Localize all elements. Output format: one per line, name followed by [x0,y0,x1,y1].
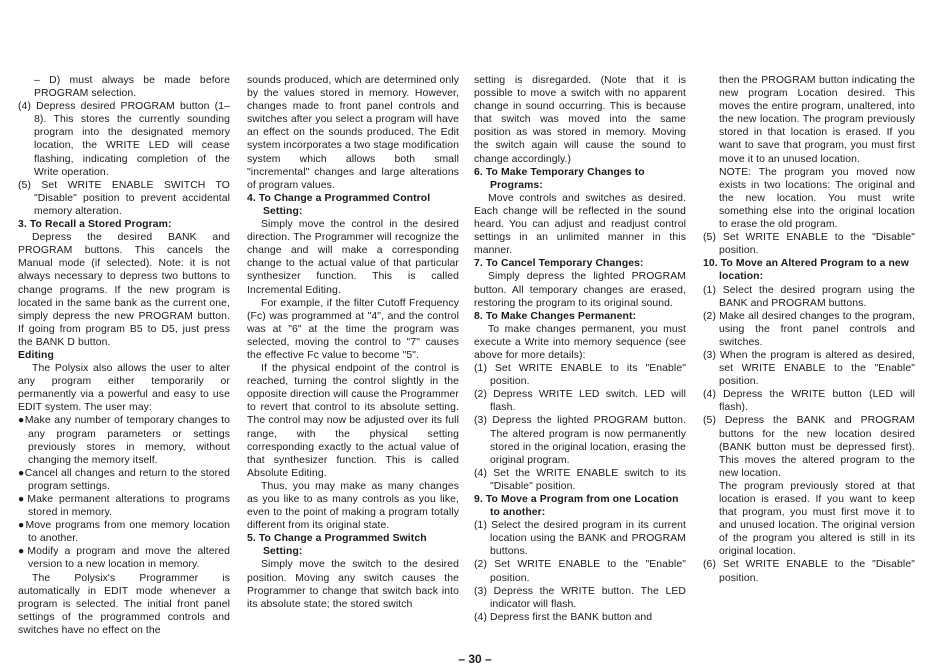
bullet-item: ●Modify a program and move the altered version to a new location in memory. [18,546,230,571]
step-item: (5) Set WRITE ENABLE SWITCH TO "Disable" position to prevent accidental memory alteration. [18,179,230,217]
paragraph: Move controls and switches as desired. Each change will be reflected in the sound heard. You can adjust and readjust control settings in an unlimited manner in this manner. [474,192,686,257]
paragraph: If the physical endpoint of the control is reached, turning the control slightly in the opposite direction will cause the Programmer to revert that control to its absolute setting. The control may now be adjusted over its full range, with the physical setting corresponding exactly to the actual value of that synthesizer function. This is called Absolute Editing. [247,363,459,479]
section-heading: 6. To Make Temporary Changes to Programs: [474,166,645,191]
bullet-item: ●Make any number of temporary changes to any program parameters or settings previously stores in memory, without changing the memory itself. [18,415,230,466]
step-item: (4) Depress the WRITE button (LED will flash). [703,389,915,414]
step-item: (1) Select the desired program in its current location using the BANK and PROGRAM buttons. [474,520,686,558]
paragraph: Simply move the switch to the desired position. Moving any switch causes the Programmer to change that switch back into its absolute state; the stored switch [247,559,459,610]
step-item: (2) Make all desired changes to the program, using the front panel controls and switches. [703,310,915,348]
bullet-item: ●Make permanent alterations to programs stored in memory. [18,494,230,519]
step-item: (5) Set WRITE ENABLE to the "Disable" position. [703,232,915,257]
paragraph: To make changes permanent, you must execute a Write into memory sequence (see above for more details): [474,323,686,361]
section-heading: 7. To Cancel Temporary Changes: [474,258,644,270]
paragraph: Simply depress the lighted PROGRAM button. All temporary changes are erased, restoring the program to its original sound. [474,271,686,309]
page-number: – 30 – [458,652,492,666]
paragraph: For example, if the filter Cutoff Frequency (Fc) was programmed at "4", and the control was at "6" at the time the program was selected, moving the control to "7" causes the effective Fc value to become "5". [247,297,459,361]
section-heading: 9. To Move a Program from one Location to another: [474,494,679,519]
note-paragraph: NOTE: The program you moved now exists in two locations: The original and the new location. You must write something else into the original location to erase the old program. [719,166,915,231]
paragraph: sounds produced, which are determined only by the values stored in memory. However, changes made to front panel controls and switches after you select a program will have an effect on the sounds produced. The Edit system incorporates a two stage modification system which allows both small "incremental" changes and large alterations of program values. [247,75,459,191]
step-item: (2) Depress WRITE LED switch. LED will flash. [474,389,686,414]
step-item: (4) Set the WRITE ENABLE switch to its "Disable" position. [474,467,686,492]
step-item: (2) Set WRITE ENABLE to the "Enable" position. [474,559,686,584]
text-column-1 [18,74,230,637]
paragraph: setting is disregarded. (Note that it is possible to move a switch with no apparent change in sound occurring. This is because that switch was moved into the same position as was stored in memory. Moving the switch again will cause the sound to change accordingly.) [474,75,686,165]
section-heading: 3. To Recall a Stored Program: [18,219,172,231]
step-item: (4) Depress desired PROGRAM button (1–8). This stores the currently sounding program into the designated memory location, the WRITE LED will cease flashing, indicating completion of the Write operation. [18,101,230,178]
step-item: (5) Depress the BANK and PROGRAM buttons for the new location desired (BANK button must be depressed first). This moves the altered program to the new location. [703,415,915,479]
step-item: (1) Select the desired program using the BANK and PROGRAM buttons. [703,284,915,309]
section-heading: 5. To Change a Programmed Switch Setting: [247,533,427,558]
paragraph: Thus, you may make as many changes as you like to as many controls as you like, even to the point of making a program totally different from its original state. [247,480,459,532]
paragraph: Simply move the control in the desired direction. The Programmer will recognize the change and will make a corresponding change to the actual value of that particular synthesizer function. This is called Incremental Editing. [247,219,459,296]
step-item: (3) Depress the WRITE button. The LED indicator will flash. [474,585,686,610]
paragraph: – D) must always be made before PROGRAM selection. [34,75,230,100]
section-heading: Editing [18,349,54,361]
step-item: (3) Depress the lighted PROGRAM button. The altered program is now permanently stored in the original location, erasing the original program. [474,415,686,466]
bullet-item: ●Move programs from one memory location to another. [18,520,230,545]
paragraph: The Polysix's Programmer is automatically in EDIT mode whenever a program is selected. The initial front panel settings of the programmed controls and switches have no effect on the [18,572,230,636]
text-column-4 [703,74,915,585]
step-item: (3) When the program is altered as desired, set WRITE ENABLE to the "Enable" position. [703,349,915,388]
section-heading: 10. To Move an Altered Program to a new location: [703,258,909,283]
paragraph: The program previously stored at that location is erased. If you want to keep that program, you must first move it to and unused location. The original version of the program you altered is still in its original location. [719,480,915,558]
text-column-2 [247,74,459,611]
section-heading: 4. To Change a Programmed Control Setting: [247,192,431,217]
text-column-3 [474,74,686,624]
step-item: (6) Set WRITE ENABLE to the "Disable" position. [703,559,915,584]
paragraph: The Polysix also allows the user to alter any program either temporarily or permanently via a powerful and easy to use EDIT system. The user may: [18,363,230,414]
paragraph: Depress the desired BANK and PROGRAM buttons. This cancels the Manual mode (if selected). Note: it is not always necessary to depress two buttons to change programs. If the new program is located in the same bank as the current one, simply depress the new PROGRAM button. If going from program B5 to D5, just press the BANK D button. [18,232,230,348]
section-heading: 8. To Make Changes Permanent: [474,310,637,322]
paragraph: then the PROGRAM button indicating the new program Location desired. This moves the entire program, unaltered, into the new location. The program previously stored in that location is erased. If you want to save that program, you must first move it to an unused location. [719,75,915,165]
step-item: (4) Depress first the BANK button and [474,611,653,623]
step-item: (1) Set WRITE ENABLE to its "Enable" position. [474,363,686,388]
bullet-item: ●Cancel all changes and return to the stored program settings. [18,467,230,492]
